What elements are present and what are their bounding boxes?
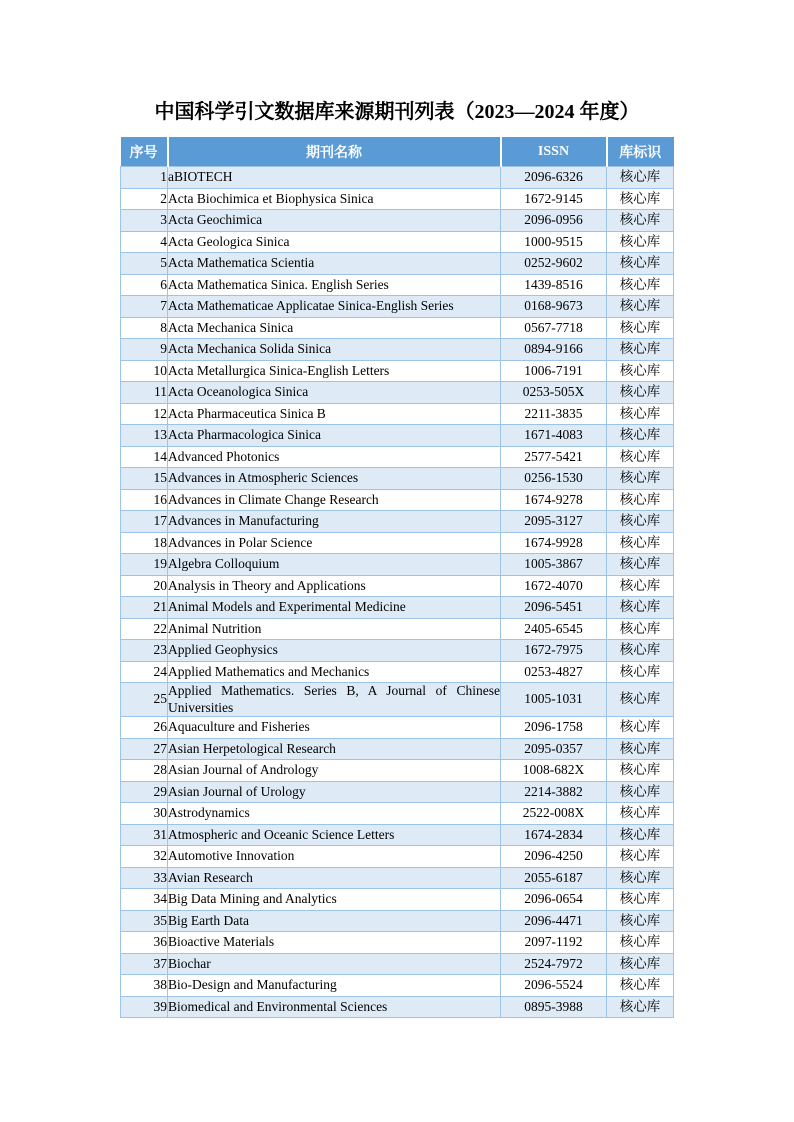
cell-journal-name: Big Earth Data bbox=[168, 910, 501, 932]
cell-row-number: 30 bbox=[121, 803, 168, 825]
cell-row-number: 35 bbox=[121, 910, 168, 932]
table-row bbox=[121, 824, 674, 846]
table-row bbox=[121, 188, 674, 210]
table-row bbox=[121, 446, 674, 468]
cell-journal-name: Automotive Innovation bbox=[168, 846, 501, 868]
cell-issn: 1674-9278 bbox=[501, 489, 607, 511]
cell-db-tag: 核心库 bbox=[607, 661, 674, 683]
cell-issn: 1006-7191 bbox=[501, 360, 607, 382]
cell-journal-name: Acta Geologica Sinica bbox=[168, 231, 501, 253]
cell-journal-name: Astrodynamics bbox=[168, 803, 501, 825]
cell-journal-name: Biomedical and Environmental Sciences bbox=[168, 996, 501, 1018]
cell-journal-name: Advances in Polar Science bbox=[168, 532, 501, 554]
cell-row-number: 37 bbox=[121, 953, 168, 975]
table-row bbox=[121, 932, 674, 954]
cell-row-number: 1 bbox=[121, 167, 168, 189]
cell-issn: 0252-9602 bbox=[501, 253, 607, 275]
cell-journal-name: Acta Pharmaceutica Sinica B bbox=[168, 403, 501, 425]
cell-row-number: 28 bbox=[121, 760, 168, 782]
cell-issn: 0253-4827 bbox=[501, 661, 607, 683]
cell-db-tag: 核心库 bbox=[607, 910, 674, 932]
table-row bbox=[121, 360, 674, 382]
cell-journal-name: Applied Mathematics. Series B, A Journal of Chinese Universities bbox=[168, 683, 500, 715]
table-row bbox=[121, 618, 674, 640]
column-header-db-tag: 库标识 bbox=[607, 137, 674, 167]
cell-db-tag: 核心库 bbox=[607, 382, 674, 404]
cell-db-tag: 核心库 bbox=[607, 781, 674, 803]
cell-issn: 2522-008X bbox=[501, 803, 607, 825]
cell-row-number: 36 bbox=[121, 932, 168, 954]
cell-db-tag: 核心库 bbox=[607, 489, 674, 511]
table-row bbox=[121, 274, 674, 296]
cell-row-number: 24 bbox=[121, 661, 168, 683]
cell-row-number: 17 bbox=[121, 511, 168, 533]
cell-journal-name: Biochar bbox=[168, 953, 501, 975]
cell-issn: 0253-505X bbox=[501, 382, 607, 404]
column-header-issn: ISSN bbox=[501, 137, 607, 167]
cell-row-number: 22 bbox=[121, 618, 168, 640]
table-row bbox=[121, 532, 674, 554]
cell-issn: 1000-9515 bbox=[501, 231, 607, 253]
cell-row-number: 9 bbox=[121, 339, 168, 361]
table-row bbox=[121, 511, 674, 533]
cell-db-tag: 核心库 bbox=[607, 339, 674, 361]
table-row bbox=[121, 231, 674, 253]
cell-journal-name: aBIOTECH bbox=[168, 167, 501, 189]
journal-table bbox=[120, 137, 674, 1018]
cell-journal-name: Aquaculture and Fisheries bbox=[168, 717, 501, 739]
cell-issn: 2096-6326 bbox=[501, 167, 607, 189]
cell-row-number: 14 bbox=[121, 446, 168, 468]
cell-issn: 2055-6187 bbox=[501, 867, 607, 889]
cell-journal-name: Applied Mathematics and Mechanics bbox=[168, 661, 501, 683]
cell-row-number: 19 bbox=[121, 554, 168, 576]
cell-row-number: 31 bbox=[121, 824, 168, 846]
cell-journal-name: Animal Models and Experimental Medicine bbox=[168, 597, 501, 619]
table-row bbox=[121, 760, 674, 782]
cell-row-number: 33 bbox=[121, 867, 168, 889]
cell-journal-name: Advanced Photonics bbox=[168, 446, 501, 468]
table-row bbox=[121, 640, 674, 662]
cell-journal-name: Algebra Colloquium bbox=[168, 554, 501, 576]
cell-issn: 2211-3835 bbox=[501, 403, 607, 425]
cell-row-number: 2 bbox=[121, 188, 168, 210]
cell-issn: 1005-1031 bbox=[501, 683, 607, 717]
cell-row-number: 39 bbox=[121, 996, 168, 1018]
cell-journal-name: Acta Pharmacologica Sinica bbox=[168, 425, 501, 447]
cell-issn: 2214-3882 bbox=[501, 781, 607, 803]
cell-row-number: 4 bbox=[121, 231, 168, 253]
cell-row-number: 3 bbox=[121, 210, 168, 232]
cell-issn: 2405-6545 bbox=[501, 618, 607, 640]
cell-db-tag: 核心库 bbox=[607, 554, 674, 576]
cell-journal-name: Asian Herpetological Research bbox=[168, 738, 501, 760]
cell-row-number: 7 bbox=[121, 296, 168, 318]
cell-journal-name: Advances in Atmospheric Sciences bbox=[168, 468, 501, 490]
table-row bbox=[121, 210, 674, 232]
table-row bbox=[121, 996, 674, 1018]
cell-issn: 1674-9928 bbox=[501, 532, 607, 554]
cell-db-tag: 核心库 bbox=[607, 253, 674, 275]
cell-issn: 1672-4070 bbox=[501, 575, 607, 597]
cell-db-tag: 核心库 bbox=[607, 511, 674, 533]
cell-db-tag: 核心库 bbox=[607, 867, 674, 889]
cell-issn: 1439-8516 bbox=[501, 274, 607, 296]
cell-db-tag: 核心库 bbox=[607, 210, 674, 232]
cell-db-tag: 核心库 bbox=[607, 575, 674, 597]
cell-db-tag: 核心库 bbox=[607, 296, 674, 318]
cell-journal-name: Acta Mechanica Sinica bbox=[168, 317, 501, 339]
cell-db-tag: 核心库 bbox=[607, 468, 674, 490]
cell-row-number: 16 bbox=[121, 489, 168, 511]
column-header-no: 序号 bbox=[121, 137, 168, 167]
cell-issn: 2524-7972 bbox=[501, 953, 607, 975]
cell-journal-name: Big Data Mining and Analytics bbox=[168, 889, 501, 911]
table-row bbox=[121, 661, 674, 683]
cell-db-tag: 核心库 bbox=[607, 846, 674, 868]
cell-row-number: 29 bbox=[121, 781, 168, 803]
cell-journal-name: Acta Mathematica Scientia bbox=[168, 253, 501, 275]
cell-journal-name: Bio-Design and Manufacturing bbox=[168, 975, 501, 997]
cell-db-tag: 核心库 bbox=[607, 532, 674, 554]
cell-db-tag: 核心库 bbox=[607, 360, 674, 382]
cell-row-number: 20 bbox=[121, 575, 168, 597]
table-row bbox=[121, 317, 674, 339]
cell-row-number: 15 bbox=[121, 468, 168, 490]
cell-db-tag: 核心库 bbox=[607, 446, 674, 468]
cell-issn: 0256-1530 bbox=[501, 468, 607, 490]
cell-db-tag: 核心库 bbox=[607, 975, 674, 997]
table-row bbox=[121, 738, 674, 760]
cell-db-tag: 核心库 bbox=[607, 953, 674, 975]
cell-journal-name: Asian Journal of Urology bbox=[168, 781, 501, 803]
cell-issn: 0895-3988 bbox=[501, 996, 607, 1018]
table-row bbox=[121, 554, 674, 576]
cell-journal-name: Acta Metallurgica Sinica-English Letters bbox=[168, 360, 501, 382]
cell-issn: 2096-5524 bbox=[501, 975, 607, 997]
cell-db-tag: 核心库 bbox=[607, 618, 674, 640]
table-row bbox=[121, 910, 674, 932]
cell-journal-name: Acta Geochimica bbox=[168, 210, 501, 232]
cell-issn: 2096-0956 bbox=[501, 210, 607, 232]
cell-row-number: 10 bbox=[121, 360, 168, 382]
cell-row-number: 38 bbox=[121, 975, 168, 997]
table-row bbox=[121, 253, 674, 275]
cell-row-number: 11 bbox=[121, 382, 168, 404]
cell-issn: 1671-4083 bbox=[501, 425, 607, 447]
cell-issn: 2096-4471 bbox=[501, 910, 607, 932]
cell-row-number: 23 bbox=[121, 640, 168, 662]
cell-db-tag: 核心库 bbox=[607, 425, 674, 447]
cell-db-tag: 核心库 bbox=[607, 231, 674, 253]
cell-db-tag: 核心库 bbox=[607, 597, 674, 619]
table-row bbox=[121, 867, 674, 889]
cell-db-tag: 核心库 bbox=[607, 403, 674, 425]
cell-issn: 1005-3867 bbox=[501, 554, 607, 576]
cell-issn: 0894-9166 bbox=[501, 339, 607, 361]
cell-db-tag: 核心库 bbox=[607, 760, 674, 782]
table-row bbox=[121, 382, 674, 404]
cell-journal-name: Applied Geophysics bbox=[168, 640, 501, 662]
table-row bbox=[121, 803, 674, 825]
table-row bbox=[121, 425, 674, 447]
cell-db-tag: 核心库 bbox=[607, 167, 674, 189]
cell-issn: 2096-0654 bbox=[501, 889, 607, 911]
cell-journal-name: Animal Nutrition bbox=[168, 618, 501, 640]
table-row bbox=[121, 975, 674, 997]
cell-row-number: 18 bbox=[121, 532, 168, 554]
cell-journal-name: Atmospheric and Oceanic Science Letters bbox=[168, 824, 501, 846]
table-row bbox=[121, 339, 674, 361]
cell-issn: 0168-9673 bbox=[501, 296, 607, 318]
table-row bbox=[121, 717, 674, 739]
table-row bbox=[121, 683, 674, 717]
table-row bbox=[121, 489, 674, 511]
cell-journal-name: Acta Biochimica et Biophysica Sinica bbox=[168, 188, 501, 210]
cell-db-tag: 核心库 bbox=[607, 824, 674, 846]
cell-row-number: 32 bbox=[121, 846, 168, 868]
cell-journal-name: Asian Journal of Andrology bbox=[168, 760, 501, 782]
cell-journal-name: Acta Mathematicae Applicatae Sinica-English Series bbox=[168, 296, 501, 318]
table-row bbox=[121, 403, 674, 425]
cell-row-number: 8 bbox=[121, 317, 168, 339]
cell-issn: 1674-2834 bbox=[501, 824, 607, 846]
cell-db-tag: 核心库 bbox=[607, 317, 674, 339]
table-row bbox=[121, 167, 674, 189]
cell-db-tag: 核心库 bbox=[607, 683, 674, 717]
column-header-journal-name: 期刊名称 bbox=[168, 137, 501, 167]
cell-issn: 0567-7718 bbox=[501, 317, 607, 339]
cell-row-number: 12 bbox=[121, 403, 168, 425]
cell-issn: 1008-682X bbox=[501, 760, 607, 782]
cell-row-number: 34 bbox=[121, 889, 168, 911]
table-header-row bbox=[121, 137, 674, 167]
cell-db-tag: 核心库 bbox=[607, 717, 674, 739]
cell-issn: 2095-3127 bbox=[501, 511, 607, 533]
cell-journal-name: Bioactive Materials bbox=[168, 932, 501, 954]
cell-row-number: 13 bbox=[121, 425, 168, 447]
cell-issn: 1672-7975 bbox=[501, 640, 607, 662]
cell-journal-name: Analysis in Theory and Applications bbox=[168, 575, 501, 597]
cell-journal-name: Advances in Manufacturing bbox=[168, 511, 501, 533]
cell-db-tag: 核心库 bbox=[607, 996, 674, 1018]
cell-db-tag: 核心库 bbox=[607, 274, 674, 296]
cell-row-number: 27 bbox=[121, 738, 168, 760]
cell-journal-name: Acta Mathematica Sinica. English Series bbox=[168, 274, 501, 296]
cell-db-tag: 核心库 bbox=[607, 738, 674, 760]
cell-db-tag: 核心库 bbox=[607, 640, 674, 662]
cell-issn: 2577-5421 bbox=[501, 446, 607, 468]
cell-row-number: 21 bbox=[121, 597, 168, 619]
cell-journal-name: Acta Oceanologica Sinica bbox=[168, 382, 501, 404]
cell-db-tag: 核心库 bbox=[607, 889, 674, 911]
table-row bbox=[121, 889, 674, 911]
cell-row-number: 25 bbox=[121, 683, 168, 717]
table-row bbox=[121, 597, 674, 619]
cell-journal-name: Avian Research bbox=[168, 867, 501, 889]
table-row bbox=[121, 296, 674, 318]
table-row bbox=[121, 575, 674, 597]
cell-row-number: 5 bbox=[121, 253, 168, 275]
cell-journal-name: Acta Mechanica Solida Sinica bbox=[168, 339, 501, 361]
cell-issn: 1672-9145 bbox=[501, 188, 607, 210]
cell-row-number: 26 bbox=[121, 717, 168, 739]
table-row bbox=[121, 468, 674, 490]
cell-db-tag: 核心库 bbox=[607, 188, 674, 210]
cell-journal-name: Advances in Climate Change Research bbox=[168, 489, 501, 511]
cell-row-number: 6 bbox=[121, 274, 168, 296]
cell-issn: 2095-0357 bbox=[501, 738, 607, 760]
cell-issn: 2097-1192 bbox=[501, 932, 607, 954]
table-row bbox=[121, 953, 674, 975]
table-row bbox=[121, 781, 674, 803]
cell-db-tag: 核心库 bbox=[607, 803, 674, 825]
table-row bbox=[121, 846, 674, 868]
cell-issn: 2096-1758 bbox=[501, 717, 607, 739]
cell-issn: 2096-5451 bbox=[501, 597, 607, 619]
cell-issn: 2096-4250 bbox=[501, 846, 607, 868]
page-title: 中国科学引文数据库来源期刊列表（2023—2024 年度） bbox=[154, 101, 640, 123]
cell-db-tag: 核心库 bbox=[607, 932, 674, 954]
